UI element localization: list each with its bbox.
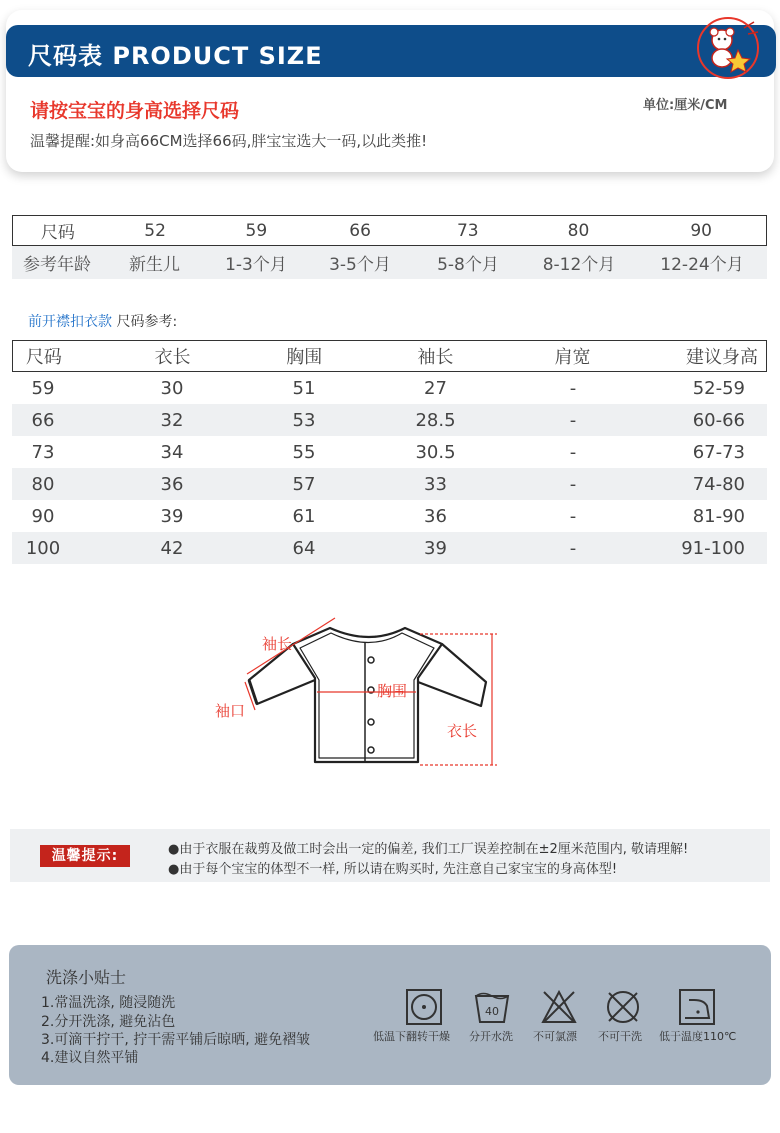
- height-hint: 请按宝宝的身高选择尺码: [30, 100, 240, 122]
- table-cell: 8-12个月: [542, 255, 616, 275]
- garment-measurement-diagram: [205, 610, 505, 780]
- cuff-label: 袖口: [215, 703, 246, 720]
- table-cell: 新生儿: [129, 255, 180, 275]
- table-header-cell: 衣长: [154, 347, 191, 368]
- table-cell: 61: [292, 505, 316, 527]
- bear-mascot-icon: [684, 14, 768, 80]
- table-cell: 12-24个月: [660, 255, 744, 275]
- table-cell: 52: [144, 220, 166, 241]
- size-table: [12, 340, 767, 564]
- table-cell: 80: [31, 473, 55, 495]
- table-cell: -: [569, 409, 577, 431]
- table-cell: 81-90: [692, 505, 745, 527]
- size-table-body: [12, 372, 767, 564]
- table-cell: 32: [160, 409, 184, 431]
- wash-40-icon: [473, 988, 511, 1026]
- table-row: [12, 500, 767, 532]
- size-reference-suffix: 尺码参考:: [112, 314, 178, 330]
- wash-care-title: 洗涤小贴士: [46, 968, 127, 987]
- table-cell: 53: [292, 409, 316, 431]
- wash-icon-label: 不可干洗: [598, 1030, 642, 1043]
- table-cell: 90: [690, 220, 712, 241]
- table-cell: 30.5: [415, 441, 456, 463]
- table-cell: -: [569, 473, 577, 495]
- table-cell: 67-73: [692, 441, 745, 463]
- tip-line: ●由于每个宝宝的体型不一样, 所以请在购买时, 先注意自己家宝宝的身高体型!: [168, 862, 618, 877]
- tip-line: ●由于衣服在裁剪及做工时会出一定的偏差, 我们工厂误差控制在±2厘米范围内, 敬请理解!: [168, 842, 689, 857]
- wash-icon-label: 低于温度110℃: [659, 1030, 737, 1043]
- table-cell: -: [569, 377, 577, 399]
- no-dry-clean-icon: [604, 988, 642, 1026]
- table-cell: 100: [25, 537, 61, 559]
- table-cell: 59: [245, 220, 268, 241]
- wash-temperature: 40: [485, 1005, 499, 1018]
- table-header-cell: 尺码: [25, 347, 62, 368]
- tips-badge: 温馨提示:: [40, 845, 130, 867]
- table-cell: 90: [31, 505, 55, 527]
- size-reference-label: [28, 311, 177, 331]
- table-cell: 参考年龄: [23, 255, 91, 275]
- table-cell: 51: [292, 377, 316, 399]
- table-cell: 55: [292, 441, 316, 463]
- age-table-row: [12, 246, 767, 279]
- age-table: [12, 215, 767, 279]
- table-row: [12, 468, 767, 500]
- wash-icon-label: 不可氯漂: [533, 1030, 577, 1043]
- style-name: 前开襟扣衣款: [28, 314, 112, 330]
- unit-label: 单位:厘米/CM: [643, 98, 728, 113]
- table-cell: 73: [31, 441, 55, 463]
- sleeve-length-label: 袖长: [262, 636, 293, 653]
- table-header-cell: 建议身高: [685, 347, 758, 368]
- table-cell: 36: [160, 473, 184, 495]
- table-cell: 33: [424, 473, 447, 495]
- table-cell: 3-5个月: [329, 255, 391, 275]
- table-cell: 66: [349, 220, 371, 241]
- table-cell: 5-8个月: [437, 255, 499, 275]
- chest-label: 胸围: [377, 683, 408, 700]
- no-bleach-icon: [540, 988, 578, 1026]
- table-cell: -: [569, 505, 577, 527]
- tumble-dry-low-icon: [405, 988, 443, 1026]
- table-cell: 36: [424, 505, 447, 527]
- size-table-header: [12, 340, 767, 372]
- table-cell: 34: [160, 441, 184, 463]
- table-cell: 57: [292, 473, 316, 495]
- table-cell: 42: [160, 537, 184, 559]
- table-cell: 尺码: [40, 223, 75, 243]
- table-row: [12, 436, 767, 468]
- table-row: [12, 372, 767, 404]
- table-cell: 30: [160, 377, 184, 399]
- table-row: [12, 532, 767, 564]
- table-cell: 52-59: [692, 377, 745, 399]
- table-cell: 27: [424, 377, 447, 399]
- table-cell: 60-66: [692, 409, 745, 431]
- table-row: [12, 404, 767, 436]
- wash-care-item: 1.常温洗涤, 随浸随洗: [41, 995, 176, 1011]
- table-cell: 28.5: [415, 409, 456, 431]
- table-cell: 74-80: [692, 473, 745, 495]
- wash-care-item: 2.分开洗涤, 避免沾色: [41, 1014, 176, 1030]
- table-cell: -: [569, 441, 577, 463]
- size-reminder: 温馨提醒:如身高66CM选择66码,胖宝宝选大一码,以此类推!: [30, 132, 428, 150]
- table-header-cell: 胸围: [286, 347, 323, 368]
- wash-care-item: 4.建议自然平铺: [41, 1050, 139, 1066]
- wash-care-item: 3.可滴干拧干, 拧干需平铺后晾晒, 避免褶皱: [41, 1032, 311, 1048]
- table-cell: 64: [292, 537, 316, 559]
- table-cell: 1-3个月: [225, 255, 287, 275]
- table-cell: -: [569, 537, 577, 559]
- table-cell: 39: [424, 537, 447, 559]
- table-cell: 39: [160, 505, 184, 527]
- page-title: 尺码表 PRODUCT SIZE: [28, 42, 323, 70]
- table-cell: 66: [31, 409, 55, 431]
- age-table-header: [12, 215, 767, 246]
- table-header-cell: 袖长: [417, 347, 454, 368]
- wash-icon-label: 分开水洗: [469, 1030, 513, 1043]
- table-cell: 80: [567, 220, 590, 241]
- table-cell: 59: [31, 377, 55, 399]
- body-length-label: 衣长: [447, 723, 478, 740]
- iron-low-icon: [678, 988, 716, 1026]
- table-header-cell: 肩宽: [554, 347, 591, 368]
- wash-icon-label: 低温下翻转干燥: [373, 1030, 450, 1043]
- table-cell: 73: [456, 220, 479, 241]
- table-cell: 91-100: [681, 537, 745, 559]
